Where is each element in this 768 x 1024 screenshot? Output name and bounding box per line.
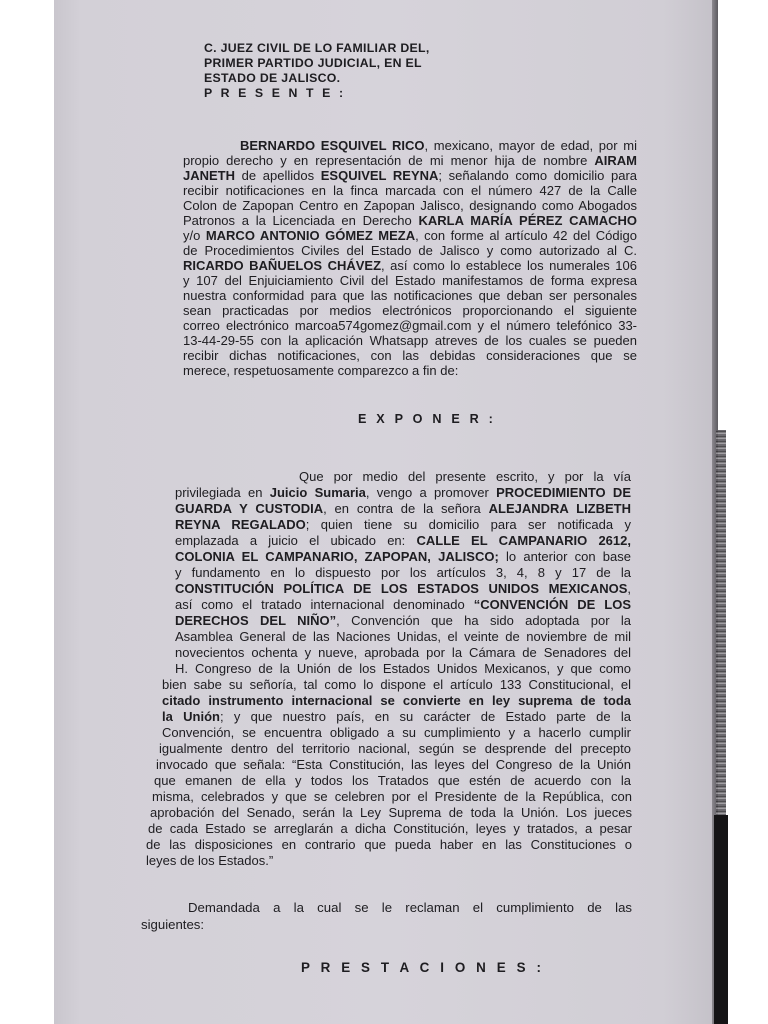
exponer-line-23: de cada Estado se arreglarán a dicha Constitución, leyes y tratados, a pesar (148, 821, 632, 836)
exponer-line-5 (175, 533, 631, 548)
header-line-1: C. JUEZ CIVIL DE LO FAMILIAR DEL, (204, 41, 430, 55)
exponer-line-9 (175, 597, 631, 612)
intro-line-7 (183, 228, 637, 243)
intro-line-8: de Procedimientos Civiles del Estado de Jalisco y como autorizado al C. (183, 243, 637, 258)
exponer-line-12: novecientos ochenta y nueve, aprobada por la Cámara de Senadores del (175, 645, 631, 660)
exponer-line-8 (175, 581, 631, 596)
defendant-name-b: REYNA REGALADO (175, 517, 306, 532)
exponer-line-10 (175, 613, 631, 628)
intro-line-3-text-b: ; señalando como domicilio para (438, 168, 638, 183)
page-stack-edge (716, 430, 726, 820)
header-presente: P R E S E N T E : (204, 86, 346, 100)
intro-line-1 (240, 138, 637, 153)
exponer-line-6-text: lo anterior con base (498, 549, 631, 564)
exponer-line-16 (162, 709, 631, 724)
intro-line-6 (183, 213, 637, 228)
exponer-line-16-text: ; y que nuestro país, en su carácter de Estado parte de la (219, 709, 631, 724)
defendant-address-a: CALLE EL CAMPANARIO 2612, (416, 533, 631, 548)
prestaciones-heading: P R E S T A C I O N E S : (301, 960, 545, 975)
convention-name-a: “CONVENCIÓN DE LOS (473, 597, 632, 612)
exponer-line-2-text: privilegiada en (175, 485, 270, 500)
intro-line-16: merece, respetuosamente comparezco a fin de: (183, 363, 459, 378)
intro-line-12: sean practicadas por medios electrónicos proporcionando el siguiente (183, 303, 637, 318)
exponer-line-9-text: así como el tratado internacional denominado (175, 597, 474, 612)
intro-line-6-text: Patronos a la Licenciada en Derecho (183, 213, 419, 228)
authorized-person-name: RICARDO BAÑUELOS CHÁVEZ (183, 258, 382, 273)
intro-line-1-text: , mexicano, mayor de edad, por mi (424, 138, 637, 153)
exponer-line-20: que emanen de ella y todos los Tratados que estén de acuerdo con la (154, 773, 631, 788)
exponer-line-7: y fundamento en lo dispuesto por los artículos 3, 4, 8 y 17 de la (175, 565, 631, 580)
exponer-line-14: bien sabe su señoría, tal como lo dispone el artículo 133 Constitucional, el (162, 677, 631, 692)
intro-line-11: nuestra conformidad para que las notificaciones que deban ser personales (183, 288, 637, 303)
exponer-line-19: invocado que señala: “Esta Constitución, las leyes del Congreso de la Unión (156, 757, 631, 772)
exponer-line-5-text: emplazada a juicio el ubicado en: (175, 533, 417, 548)
intro-line-14: 13-44-29-55 con la aplicación Whatsapp atreves de los cuales se pueden (183, 333, 637, 348)
exponer-line-2-text-b: , vengo a promover (365, 485, 497, 500)
header-line-2: PRIMER PARTIDO JUDICIAL, EN EL (204, 56, 422, 70)
header-line-3: ESTADO DE JALISCO. (204, 71, 341, 85)
demanda-line-1: Demandada a la cual se le reclaman el cumplimiento de las (188, 900, 632, 915)
intro-line-9-text: , así como lo establece los numerales 106 (381, 258, 637, 273)
procedure-name-b: GUARDA Y CUSTODIA (175, 501, 324, 516)
dark-background-corner (714, 815, 728, 1024)
minor-name-first: AIRAM (594, 153, 637, 168)
exponer-line-16-bold: la Unión (162, 709, 220, 724)
exponer-line-8-text: , (627, 581, 631, 596)
exponer-heading: E X P O N E R : (358, 412, 497, 426)
exponer-line-15: citado instrumento internacional se convierte en ley suprema de toda (162, 693, 631, 708)
attorney-name-2: MARCO ANTONIO GÓMEZ MEZA (205, 228, 416, 243)
plaintiff-name: BERNARDO ESQUIVEL RICO (240, 138, 425, 153)
intro-line-15: recibir dichas notificaciones, con las debidas consideraciones que se (183, 348, 637, 363)
exponer-line-2 (175, 485, 631, 500)
intro-line-9 (183, 258, 637, 273)
exponer-line-10-text: , Convención que ha sido adoptada por la (336, 613, 631, 628)
defendant-address-b: COLONIA EL CAMPANARIO, ZAPOPAN, JALISCO; (175, 549, 499, 564)
exponer-line-4-text: ; quien tiene su domicilio para ser notificada y (305, 517, 631, 532)
intro-line-4: recibir notificaciones en la finca marcada con el número 427 de la Calle (183, 183, 637, 198)
minor-name-second: JANETH (183, 168, 236, 183)
minor-surnames: ESQUIVEL REYNA (320, 168, 439, 183)
exponer-line-3 (175, 501, 631, 516)
intro-line-2 (183, 153, 637, 168)
exponer-line-4 (175, 517, 631, 532)
intro-line-7-text-a: y/o (183, 228, 206, 243)
intro-line-5: Colon de Zapopan Centro en Zapopan Jalisco, designando como Abogados (183, 198, 637, 213)
exponer-line-17: Convención, se encuentra obligado a su cumplimiento y a hacerlo cumplir (162, 725, 631, 740)
exponer-line-25: leyes de los Estados.” (146, 853, 274, 868)
exponer-line-6 (175, 549, 631, 564)
demanda-line-2: siguientes: (141, 917, 205, 932)
exponer-line-21: misma, celebrados y que se celebren por el Presidente de la República, con (152, 789, 632, 804)
procedure-name-a: PROCEDIMIENTO DE (496, 485, 631, 500)
exponer-line-1: Que por medio del presente escrito, y por la vía (299, 469, 631, 484)
intro-line-10: y 107 del Enjuiciamiento Civil del Estado manifestamos de forma expresa (183, 273, 637, 288)
exponer-line-18: igualmente dentro del territorio nacional, según se desprende del precepto (159, 741, 631, 756)
exponer-line-22: aprobación del Senado, serán la Ley Suprema de toda la Unión. Los jueces (150, 805, 632, 820)
attorney-name-1: KARLA MARÍA PÉREZ CAMACHO (418, 213, 637, 228)
intro-line-3-text-a: de apellidos (235, 168, 321, 183)
defendant-name-a: ALEJANDRA LIZBETH (488, 501, 632, 516)
intro-line-13: correo electrónico marcoa574gomez@gmail.com y el número telefónico 33- (183, 318, 637, 333)
intro-line-2-text: propio derecho y en representación de mi menor hija de nombre (183, 153, 595, 168)
exponer-line-13: H. Congreso de la Unión de los Estados Unidos Mexicanos, y que como (175, 661, 631, 676)
intro-line-7-text-b: , con forme al artículo 42 del Código (415, 228, 637, 243)
constitution-name: CONSTITUCIÓN POLÍTICA DE LOS ESTADOS UNIDOS MEXICANOS (175, 581, 628, 596)
exponer-line-24: de las disposiciones en contrario que pueda haber en las Constituciones o (146, 837, 632, 852)
exponer-line-3-text: , en contra de la señora (323, 501, 489, 516)
exponer-line-11: Asamblea General de las Naciones Unidas, el veinte de noviembre de mil (175, 629, 631, 644)
convention-name-b: DERECHOS DEL NIÑO” (175, 613, 337, 628)
trial-type: Juicio Sumaria (269, 485, 366, 500)
intro-line-3 (183, 168, 637, 183)
